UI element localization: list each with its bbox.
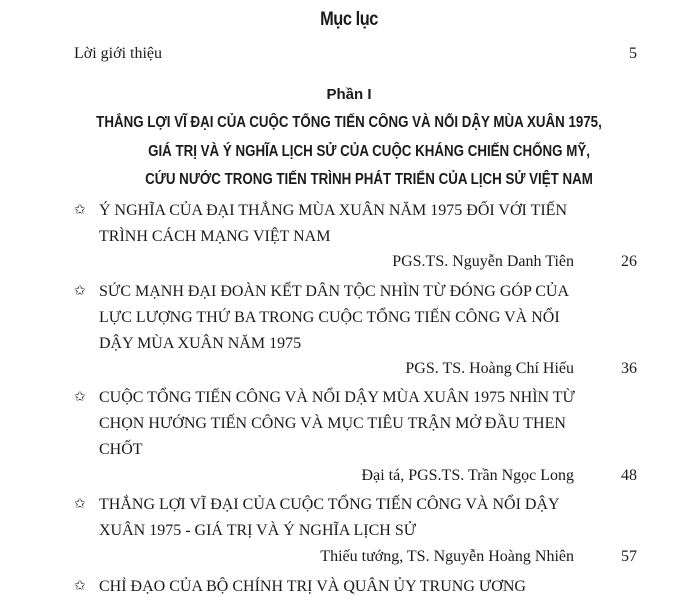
part-label: Phần I <box>326 86 372 103</box>
entry-title: SỨC MẠNH ĐẠI ĐOÀN KẾT DÂN TỘC NHÌN TỪ ĐÓNG GÓP CỦA LỰC LƯỢNG THỨ BA TRONG CUỘC TỔNG TIẾN CÔNG VÀ NỔI DẬY MÙA XUÂN NĂM 1975 <box>99 283 569 352</box>
star-bullet-icon: ✩ <box>74 390 86 405</box>
entry-title: Ý NGHĨA CỦA ĐẠI THẮNG MÙA XUÂN NĂM 1975 ĐỐI VỚI TIẾN TRÌNH CÁCH MẠNG VIỆT NAM <box>99 202 567 245</box>
entry-author: Đại tá, PGS.TS. Trần Ngọc Long <box>361 467 574 484</box>
toc-entry <box>74 198 637 250</box>
entry-author-row <box>74 467 637 491</box>
entry-author-row <box>74 360 637 384</box>
toc-title: Mục lục <box>320 9 378 30</box>
entry-author: Thiếu tướng, TS. Nguyễn Hoàng Nhiên <box>320 548 574 565</box>
star-bullet-icon: ✩ <box>74 284 86 299</box>
star-bullet-icon: ✩ <box>74 579 86 594</box>
star-bullet-icon: ✩ <box>74 497 86 512</box>
entry-author: PGS.TS. Nguyễn Danh Tiên <box>392 253 574 270</box>
toc-entry <box>74 574 637 600</box>
entry-title: THẮNG LỢI VĨ ĐẠI CỦA CUỘC TỔNG TIẾN CÔNG VÀ NỔI DẬY XUÂN 1975 - GIÁ TRỊ VÀ Ý NGHĨA LỊCH SỬ <box>99 496 559 539</box>
toc-entry <box>74 279 637 357</box>
entry-page-number: 48 <box>621 467 637 484</box>
entry-author-row <box>74 548 637 572</box>
entry-page-number: 57 <box>621 548 637 565</box>
entry-author-row <box>74 253 637 277</box>
part-title-line-2: GIÁ TRỊ VÀ Ý NGHĨA LỊCH SỬ CỦA CUỘC KHÁNG CHIẾN CHỐNG MỸ, <box>148 143 590 160</box>
toc-entry <box>74 385 637 463</box>
part-title-line-3: CỨU NƯỚC TRONG TIẾN TRÌNH PHÁT TRIỂN CỦA LỊCH SỬ VIỆT NAM <box>145 171 593 188</box>
entry-page-number: 26 <box>621 253 637 270</box>
intro-row <box>74 45 637 63</box>
intro-page-number: 5 <box>629 45 637 62</box>
star-bullet-icon: ✩ <box>74 203 86 218</box>
toc-entry <box>74 492 637 544</box>
part-title-line-1: THẮNG LỢI VĨ ĐẠI CỦA CUỘC TỔNG TIẾN CÔNG VÀ NỔI DẬY MÙA XUÂN 1975, <box>96 114 602 131</box>
entry-author: PGS. TS. Hoàng Chí Hiếu <box>405 360 574 377</box>
intro-label: Lời giới thiệu <box>74 45 163 62</box>
entry-title: CUỘC TỔNG TIẾN CÔNG VÀ NỔI DẬY MÙA XUÂN 1975 NHÌN TỪ CHỌN HƯỚNG TIẾN CÔNG VÀ MỤC TIÊU TRẬN MỞ ĐẦU THEN CHỐT <box>99 389 575 458</box>
entry-page-number: 36 <box>621 360 637 377</box>
entry-title: CHỈ ĐẠO CỦA BỘ CHÍNH TRỊ VÀ QUÂN ỦY TRUNG ƯƠNG <box>99 578 526 595</box>
